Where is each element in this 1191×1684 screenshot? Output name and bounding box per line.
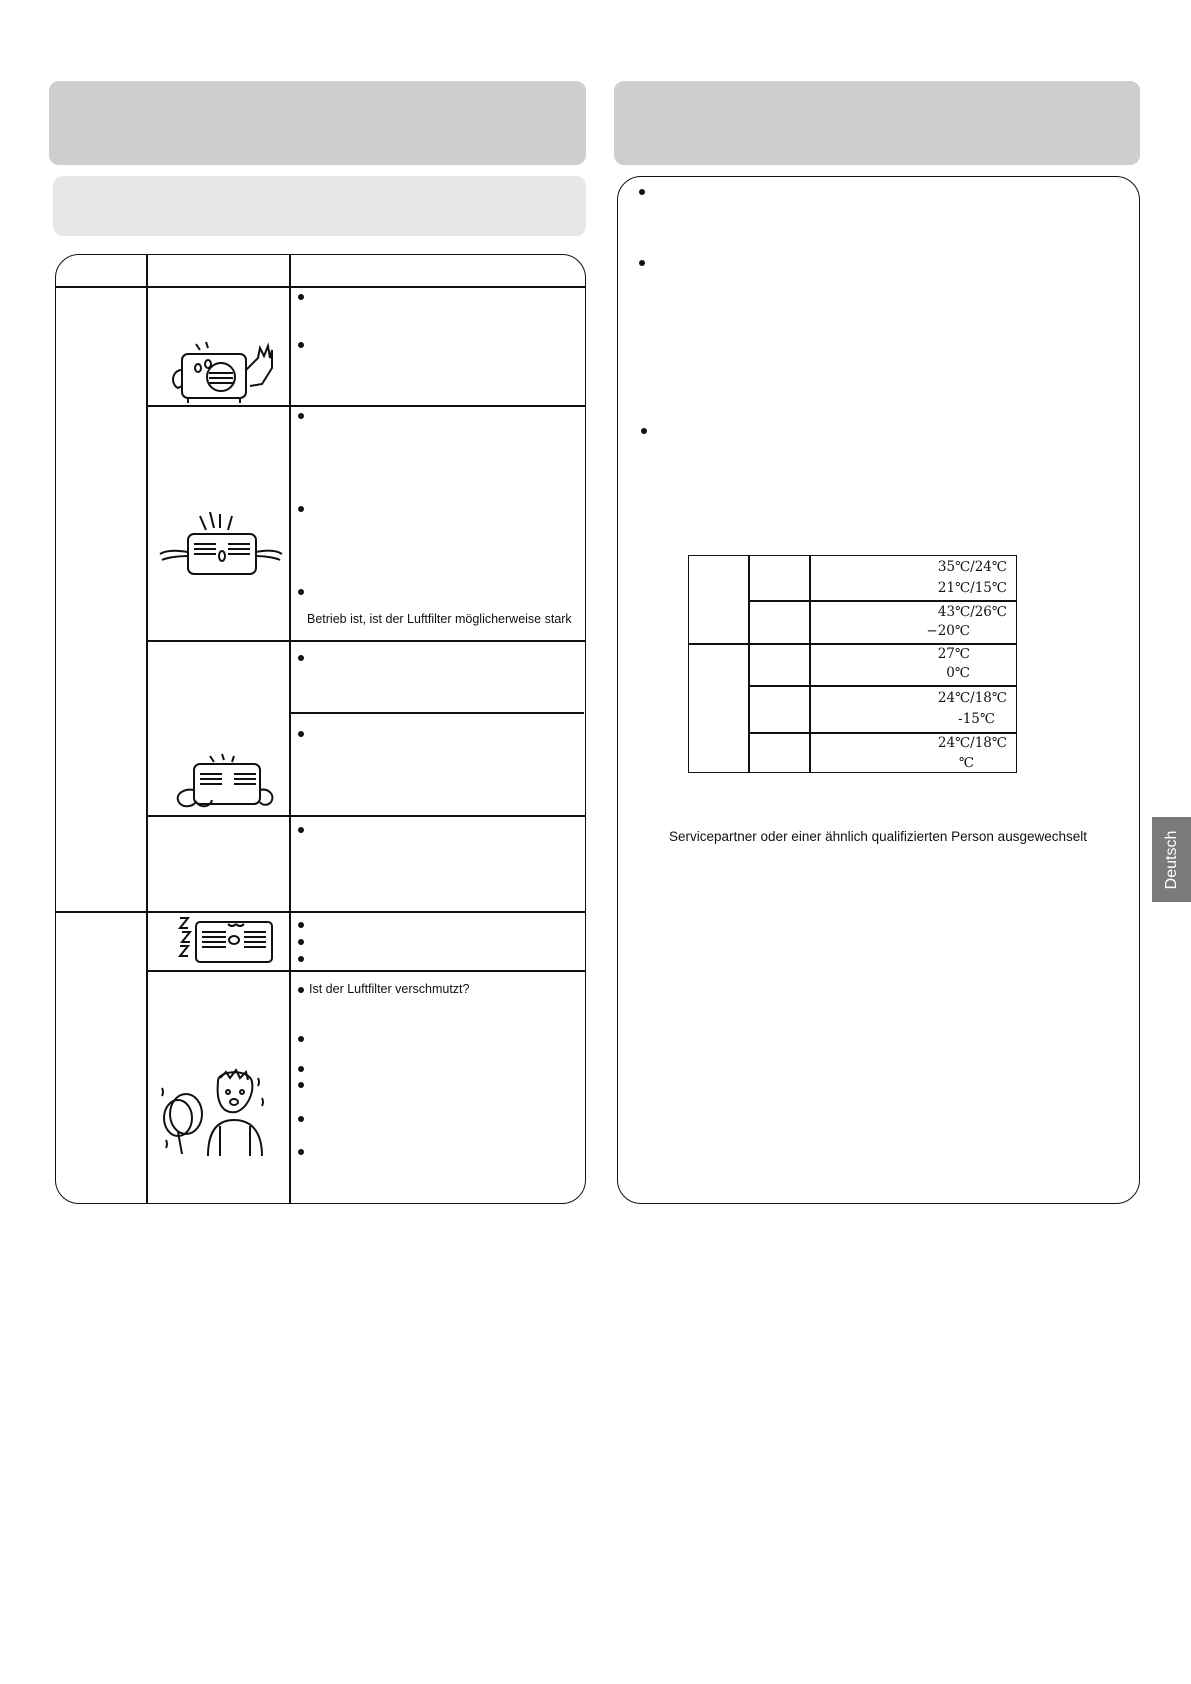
temperature-cell: 35℃/24℃: [937, 559, 1007, 575]
table-row-divider: [147, 970, 585, 972]
bullet: [298, 987, 304, 993]
bullet: [298, 731, 304, 737]
bullet: [641, 428, 647, 434]
table-group-divider: [56, 911, 585, 913]
bullet: [298, 589, 304, 595]
temperature-cell: 27℃: [937, 646, 970, 662]
language-tab[interactable]: [1152, 817, 1191, 902]
bullet: [298, 506, 304, 512]
temperature-table-line: [748, 555, 750, 773]
table-row-divider: [147, 405, 585, 407]
temperature-table-line: [749, 732, 1017, 734]
left-section-header: [49, 81, 586, 165]
temperature-cell: 24℃/18℃: [937, 690, 1007, 706]
temperature-cell: 0℃: [946, 665, 970, 681]
bullet: [298, 1149, 304, 1155]
language-tab-label: Deutsch: [1162, 830, 1180, 889]
bullet: [298, 294, 304, 300]
temperature-cell: ℃: [958, 755, 974, 771]
bullet: [298, 827, 304, 833]
table-row-divider: [147, 640, 585, 642]
temperature-table-line: [809, 555, 811, 773]
unit-sleeping-icon: [178, 914, 278, 966]
filter-hint-text: Betrieb ist, ist der Luftfilter möglicherweise stark: [307, 612, 572, 626]
temperature-table-line: [749, 600, 1017, 602]
temperature-table-line: [688, 643, 1017, 645]
left-section-subheader: [53, 176, 586, 236]
bullet: [639, 260, 645, 266]
table-header-divider: [56, 286, 585, 288]
bullet: [298, 956, 304, 962]
bullet: [298, 1066, 304, 1072]
bullet: [298, 939, 304, 945]
bullet: [639, 189, 645, 195]
bullet: [298, 1082, 304, 1088]
table-row-divider: [290, 712, 584, 714]
bullet: [298, 1116, 304, 1122]
unit-noise-shrug-icon: [156, 512, 286, 582]
filter-question-text: Ist der Luftfilter verschmutzt?: [309, 982, 470, 996]
table-row-divider: [147, 815, 585, 817]
temperature-cell: −20℃: [926, 623, 970, 639]
temperature-table-line: [749, 685, 1017, 687]
bullet: [298, 342, 304, 348]
bullet: [298, 413, 304, 419]
table-column-divider: [146, 255, 148, 1203]
bullet: [298, 655, 304, 661]
troubleshooting-table: [55, 254, 586, 1204]
person-hot-fanning-icon: [158, 1068, 270, 1158]
unit-stop-hand-icon: [166, 340, 276, 404]
bullet: [298, 922, 304, 928]
temperature-cell: -15℃: [958, 711, 995, 727]
temperature-cell: 24℃/18℃: [937, 735, 1007, 751]
right-section-header: [614, 81, 1140, 165]
temperature-cell: 21℃/15℃: [937, 580, 1007, 596]
temperature-cell: 43℃/26℃: [937, 604, 1007, 620]
bullet: [298, 1036, 304, 1042]
service-text: Servicepartner oder einer ähnlich qualifizierten Person ausgewechselt: [669, 829, 1087, 844]
unit-smoke-icon: [170, 752, 278, 812]
table-column-divider: [289, 255, 291, 1203]
